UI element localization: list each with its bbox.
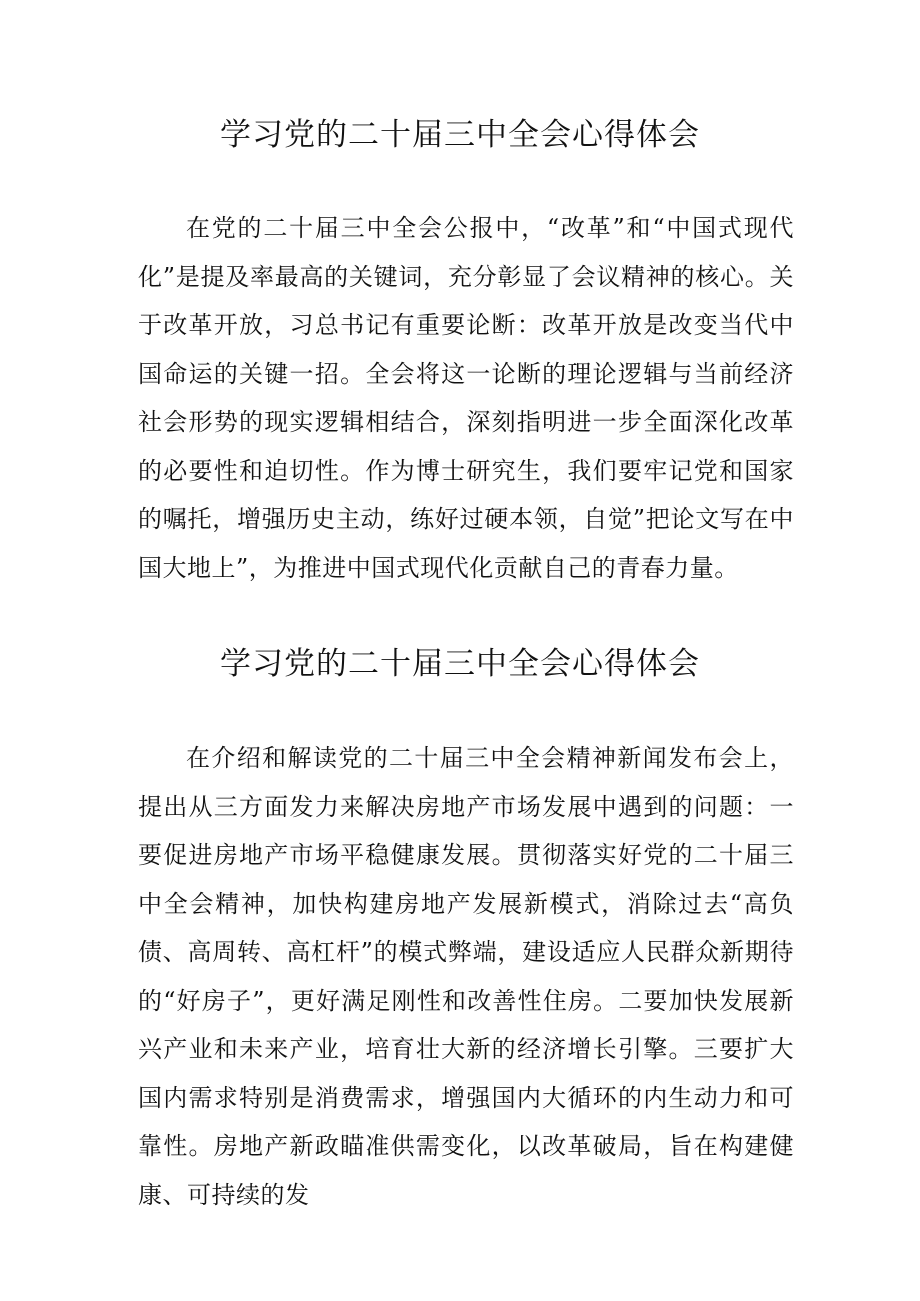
section-title-1: 学习党的二十届三中全会心得体会 bbox=[220, 117, 700, 153]
section-paragraph-1: 在党的二十届三中全会公报中，“改革”和“中国式现代化”是提及率最高的关键词，充分彰显了会议精神的核心。关于改革开放，习总书记有重要论断：改革开放是改变当代中国命运的关键一招。全会将这一论断的理论逻辑与当前经济社会形势的现实逻辑相结合，深刻指明进一步全面深化改革的必要性和迫切性。作为博士研究生，我们要牢记党和国家的嘱托，增强历史主动，练好过硬本领，自觉”把论文写在中国大地上”，为推进中国式现代化贡献自己的青春力量。 bbox=[138, 214, 794, 582]
section-paragraph-2: 在介绍和解读党的二十届三中全会精神新闻发布会上，提出从三方面发力来解决房地产市场发展中遇到的问题：一要促进房地产市场平稳健康发展。贯彻落实好党的二十届三中全会精神，加快构建房地产发展新模式，消除过去“高负债、高周转、高杠杆”的模式弊端，建设适应人民群众新期待的“好房子”，更好满足刚性和改善性住房。二要加快发展新兴产业和未来产业，培育壮大新的经济增长引擎。三要扩大国内需求特别是消费需求，增强国内大循环的内生动力和可靠性。房地产新政瞄准供需变化，以改革破局，旨在构建健康、可持续的发 bbox=[138, 744, 794, 1209]
section-title-2: 学习党的二十届三中全会心得体会 bbox=[220, 646, 700, 682]
